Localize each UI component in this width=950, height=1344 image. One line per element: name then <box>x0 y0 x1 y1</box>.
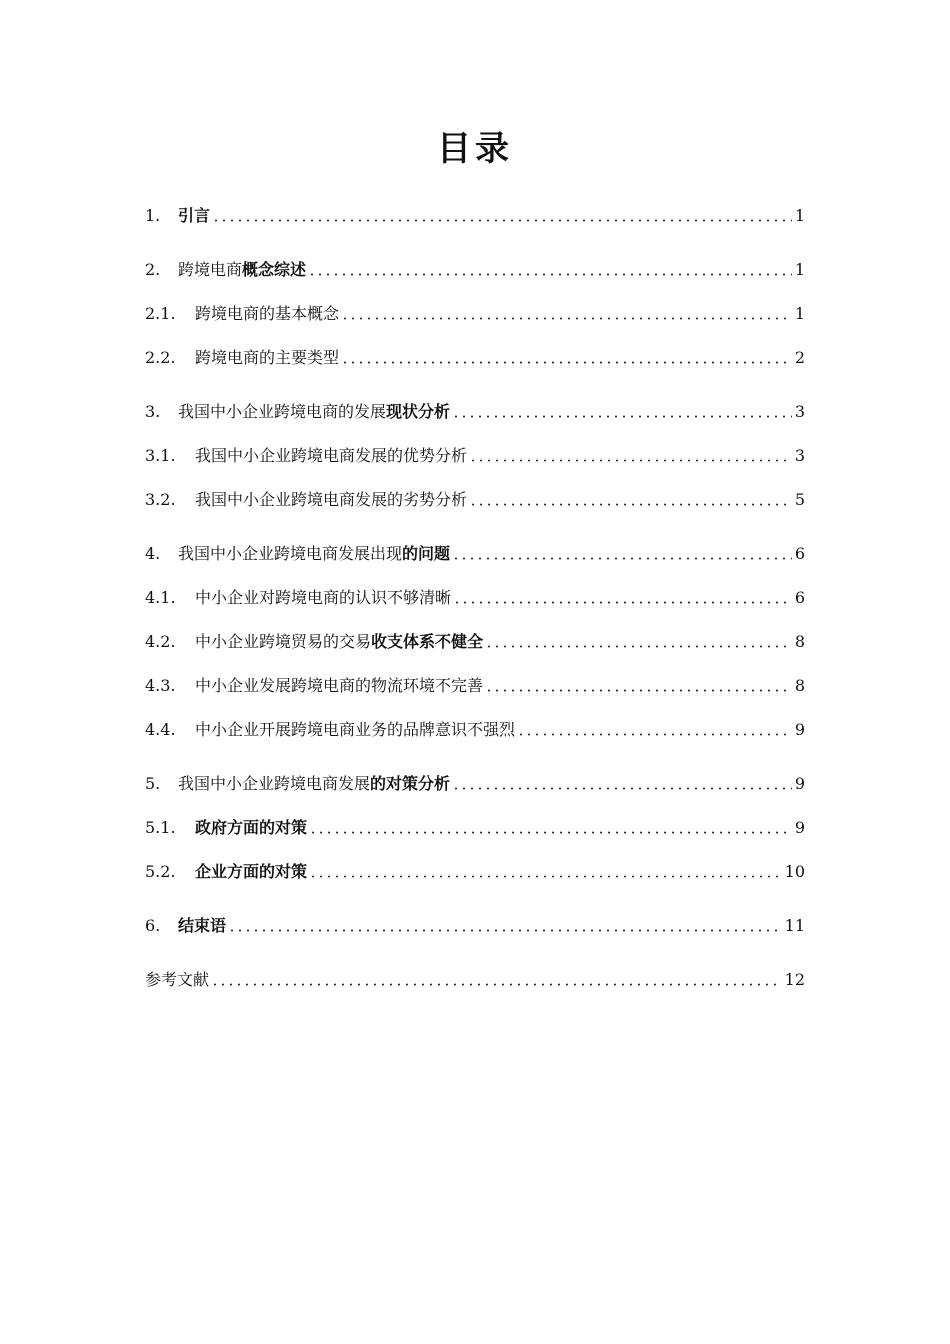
toc-entry-title-bold: 的对策分析 <box>370 774 451 793</box>
page-title: 目录 <box>437 129 513 169</box>
toc-entry[interactable] <box>145 628 805 652</box>
toc-entry-title <box>195 818 307 838</box>
toc-entry-number: 4.2. <box>145 632 176 651</box>
toc-entry-number: 5.1. <box>145 818 176 837</box>
toc-entry-number: 5.2. <box>145 862 176 881</box>
toc-entry-number: 4.3. <box>145 676 176 695</box>
toc-entry-title <box>195 490 467 510</box>
toc-entry[interactable] <box>145 672 805 696</box>
toc-entry[interactable] <box>145 814 805 838</box>
toc-entry[interactable] <box>145 540 805 564</box>
toc-entry[interactable] <box>145 202 805 226</box>
toc-entry-title <box>178 402 450 422</box>
dot-leader <box>212 219 792 222</box>
toc-entry-title-bold: 收支体系不健全 <box>371 632 484 651</box>
toc-entry-number: 2.2. <box>145 348 176 367</box>
toc-entry-number: 4. <box>145 544 161 563</box>
toc-entry-page-number: 12 <box>784 970 805 989</box>
toc-entry[interactable] <box>145 912 805 936</box>
dot-leader <box>485 689 792 692</box>
toc-entry-page-number: 9 <box>794 720 805 739</box>
toc-entry[interactable] <box>145 966 805 990</box>
toc-entry[interactable] <box>145 584 805 608</box>
toc-entry[interactable] <box>145 398 805 422</box>
toc-entry[interactable] <box>145 344 805 368</box>
toc-entry-page-number: 6 <box>794 588 805 607</box>
toc-entry-title <box>145 970 209 990</box>
dot-leader <box>309 831 792 834</box>
toc-entry-title-bold: 企业方面的对策 <box>195 862 308 881</box>
dot-leader <box>517 733 792 736</box>
toc-entry-page-number: 8 <box>794 676 805 695</box>
dot-leader <box>308 273 792 276</box>
toc-entry-title-bold: 引言 <box>178 206 211 225</box>
toc-entry-page-number: 9 <box>794 818 805 837</box>
toc-entry-title <box>178 544 450 564</box>
dot-leader <box>452 415 792 418</box>
dot-leader <box>469 459 792 462</box>
toc-entry[interactable] <box>145 442 805 466</box>
toc-entry-title-bold: 的问题 <box>402 544 451 563</box>
toc-entry-title <box>195 676 483 696</box>
toc-entry-number: 3.1. <box>145 446 176 465</box>
dot-leader <box>453 601 792 604</box>
toc-entry-title <box>195 588 451 608</box>
toc-entry-title <box>195 348 339 368</box>
toc-entry-page-number: 8 <box>794 632 805 651</box>
toc-entry-title-text: 中小企业对跨境电商的认识不够清晰 <box>195 588 452 607</box>
dot-leader <box>228 929 782 932</box>
toc-entry-page-number: 3 <box>794 402 805 421</box>
dot-leader <box>341 361 792 364</box>
toc-entry-page-number: 10 <box>784 862 805 881</box>
toc-entry-title <box>178 774 450 794</box>
dot-leader <box>211 983 782 986</box>
toc-entry-title-text: 我国中小企业跨境电商发展的优势分析 <box>195 446 468 465</box>
toc-entry-title-text: 我国中小企业跨境电商的发展 <box>178 402 387 421</box>
toc-entry-title <box>178 206 210 226</box>
toc-entry-title-text: 中小企业开展跨境电商业务的品牌意识不强烈 <box>195 720 516 739</box>
toc-entry-number: 1. <box>145 206 161 225</box>
toc-entry-number: 6. <box>145 916 161 935</box>
toc-entry-title <box>195 862 307 882</box>
toc-entry-page-number: 11 <box>784 916 805 935</box>
toc-entry-title-bold: 结束语 <box>178 916 227 935</box>
toc-entry-title <box>195 720 515 740</box>
toc-entry-title-text: 跨境电商的主要类型 <box>195 348 340 367</box>
toc-entry[interactable] <box>145 716 805 740</box>
toc-entry-page-number: 5 <box>794 490 805 509</box>
toc-entry-title <box>195 304 339 324</box>
toc-entry-number: 5. <box>145 774 161 793</box>
toc-entry-title <box>195 632 483 652</box>
toc-entry-title-text: 跨境电商的基本概念 <box>195 304 340 323</box>
dot-leader <box>469 503 792 506</box>
toc-entry-title-text: 我国中小企业跨境电商发展的劣势分析 <box>195 490 468 509</box>
toc-entry-title-text: 我国中小企业跨境电商发展 <box>178 774 371 793</box>
toc-entry[interactable] <box>145 300 805 324</box>
toc-entry-number: 2. <box>145 260 161 279</box>
toc-entry-number: 4.1. <box>145 588 176 607</box>
toc-entry-title <box>178 260 306 280</box>
dot-leader <box>485 645 792 648</box>
toc-entry[interactable] <box>145 256 805 280</box>
toc-entry-number: 4.4. <box>145 720 176 739</box>
toc-entry-page-number: 9 <box>794 774 805 793</box>
toc-entry-title-text: 中小企业跨境贸易的交易 <box>195 632 372 651</box>
toc-entry[interactable] <box>145 858 805 882</box>
dot-leader <box>341 317 792 320</box>
dot-leader <box>452 557 792 560</box>
toc-entry-page-number: 1 <box>794 206 805 225</box>
toc-entry-title-bold: 现状分析 <box>386 402 451 421</box>
toc-entry[interactable] <box>145 486 805 510</box>
dot-leader <box>452 787 792 790</box>
toc-entry-title-text: 参考文献 <box>145 970 210 989</box>
dot-leader <box>309 875 782 878</box>
toc-entry-page-number: 1 <box>794 304 805 323</box>
toc-entry[interactable] <box>145 770 805 794</box>
toc-entry-page-number: 1 <box>794 260 805 279</box>
toc-entry-page-number: 3 <box>794 446 805 465</box>
toc-entry-title-bold: 概念综述 <box>242 260 307 279</box>
toc-entry-number: 3.2. <box>145 490 176 509</box>
toc-entry-title-bold: 政府方面的对策 <box>195 818 308 837</box>
toc-entry-number: 3. <box>145 402 161 421</box>
toc-entry-page-number: 2 <box>794 348 805 367</box>
toc-entry-title <box>195 446 467 466</box>
toc-entry-title <box>178 916 226 936</box>
toc-entry-title-text: 我国中小企业跨境电商发展出现 <box>178 544 403 563</box>
toc-entry-title-text: 中小企业发展跨境电商的物流环境不完善 <box>195 676 484 695</box>
toc-entry-page-number: 6 <box>794 544 805 563</box>
toc-entry-number: 2.1. <box>145 304 176 323</box>
toc-entry-title-text: 跨境电商 <box>178 260 243 279</box>
